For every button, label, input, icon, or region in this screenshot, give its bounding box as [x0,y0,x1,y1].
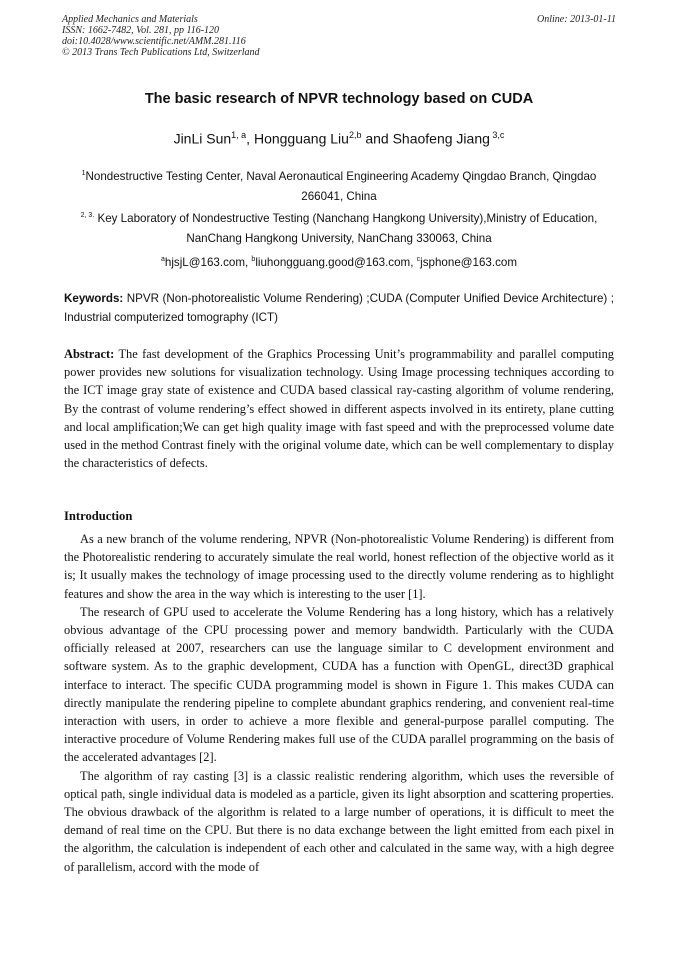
online-date: Online: 2013-01-11 [537,14,616,25]
issn-line: ISSN: 1662-7482, Vol. 281, pp 116-120 [62,25,220,36]
email-marker: c [416,256,421,263]
copyright-line: © 2013 Trans Tech Publications Ltd, Switzerland [62,47,260,58]
author-name: Shaofeng Jiang [392,130,490,147]
abstract-text: The fast development of the Graphics Processing Unit’s programmability and parallel computing power provides new solutions for visualization technology. Using Image processing techniques according to the ICT image gray state of existence and CUDA based classical ray-casting algorithm of volume rendering, By the contrast of volume rendering’s effect showed in different aspects involved in its entirety, plane cutting and local amplification;We can get high quality image with fast speed and with the preprocessed volume date used in the method Contrast finely with the original volume date, which can be well complementary to display the characteristics of defects. [64,347,614,471]
email-marker: b [251,256,256,263]
abstract-label: Abstract: [64,347,115,361]
introduction-body [64,530,614,876]
keywords-label: Keywords: [64,292,124,305]
journal-name: Applied Mechanics and Materials [62,14,198,25]
email-address: hjsjL@163.com, [164,255,252,269]
author-superscript: 1, a [231,130,247,140]
author-separator: and [361,130,393,147]
author-separator: , [246,130,254,147]
keywords-text: NPVR (Non-photorealistic Volume Rendering) ;CUDA (Computer Unified Device Architecture) ; Industrial computerized tomography (ICT) [64,292,614,324]
affiliation-marker: 2, 3. [80,212,95,219]
paragraph: The algorithm of ray casting [3] is a classic realistic rendering algorithm, which uses the reversible of optical path, single individual data is modeled as a particle, given its light absorption and scattering properties. The obvious drawback of the algorithm is related to a large number of operations, it is difficult to meet the demand of real time on the CPU. But there is no data exchange between the light emitted from each pixel in the algorithm, the calculation is independent of each other and calculated in the same way, with a high degree of parallelism, accord with the mode of [64,768,614,874]
author-superscript: 2,b [348,130,362,140]
email-marker: a [160,256,165,263]
paragraph: The research of GPU used to accelerate the Volume Rendering has a long history, which has a relatively obvious advantage of the CPU processing power and memory bandwidth. Particularly with the CUDA officially released at 2007, researchers can use the language similar to C development environment and software system. As to the graphic development, CUDA has a function with OpenGL, direct3D graphical interface to interact. The specific CUDA programming model is shown in Figure 1. This makes CUDA can directly manipulate the rendering pipeline to complete abundant graphics rendering, and convenient real-time interaction with users, in order to achieve a more flexible and general-purpose parallel computing. The interactive procedure of Volume Rendering makes full use of the CUDA parallel programming on the basis of the accelerated advantages [2]. [64,604,614,765]
author-name: Hongguang Liu [253,130,349,147]
doi-line: doi:10.4028/www.scientific.net/AMM.281.116 [62,36,246,47]
email-address: liuhongguang.good@163.com, [255,255,417,269]
affiliation-2 [80,206,598,249]
paper-title: The basic research of NPVR technology based on CUDA [144,91,534,107]
author-superscript: 3,c [489,130,505,140]
email-address: jsphone@163.com [420,255,518,269]
introduction-heading: Introduction [64,509,133,523]
affiliation-marker: 1 [81,170,86,177]
paragraph: As a new branch of the volume rendering, NPVR (Non-photorealistic Volume Rendering) is different from the Photorealistic rendering to accurately simulate the real world, honest reflection of the objective world as it is; It usually makes the technology of image processing used to the directly volume rendering as to highlight features and show the area in the way which is interesting to the user [1]. [64,532,614,601]
affiliation-1 [80,164,598,207]
abstract [64,345,614,472]
keywords [64,289,614,327]
affiliation-text: Nondestructive Testing Center, Naval Aeronautical Engineering Academy Qingdao Branch, Qingdao 266041, China [85,169,597,203]
author-name: JinLi Sun [173,130,232,147]
journal-header [62,14,616,58]
affiliation-text: Key Laboratory of Nondestructive Testing (Nanchang Hangkong University),Ministry of Education, NanChang Hangkong University, NanChang 330063, China [94,211,598,245]
author-line [0,130,678,147]
email-line [80,250,598,273]
